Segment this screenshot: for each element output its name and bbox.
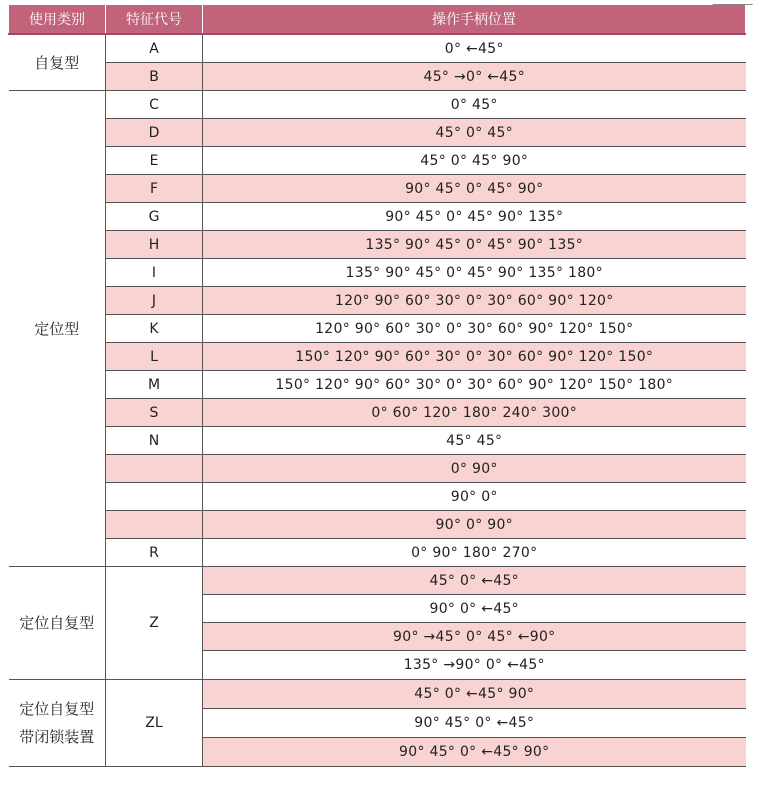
code-cell: R xyxy=(106,539,203,567)
table-row xyxy=(9,203,746,231)
category-cell: 自复型 xyxy=(9,34,106,91)
code-cell xyxy=(106,455,203,483)
positions-cell: 90° 45° 0° 45° 90° 135° xyxy=(203,203,746,231)
positions-cell: 150° 120° 90° 60° 30° 0° 30° 60° 90° 120° 150° 180° xyxy=(203,371,746,399)
positions-cell: 0° 90° xyxy=(203,455,746,483)
code-cell: B xyxy=(106,63,203,91)
code-cell xyxy=(106,511,203,539)
handle-position-table xyxy=(8,5,746,767)
table-row xyxy=(9,259,746,287)
table-row xyxy=(9,175,746,203)
category-cell xyxy=(9,680,106,767)
category-cell: 定位型 xyxy=(9,91,106,567)
header-category: 使用类别 xyxy=(9,5,106,34)
table-row xyxy=(9,119,746,147)
positions-cell: 90° 45° 0° ←45° 90° xyxy=(203,738,746,767)
table-row xyxy=(9,147,746,175)
table-row xyxy=(9,315,746,343)
table-row xyxy=(9,511,746,539)
table-row xyxy=(9,399,746,427)
positions-cell: 45° 0° ←45° xyxy=(203,567,746,595)
positions-cell: 90° 0° 90° xyxy=(203,511,746,539)
table-row xyxy=(9,34,746,63)
positions-cell: 0° ←45° xyxy=(203,34,746,63)
positions-cell: 120° 90° 60° 30° 0° 30° 60° 90° 120° 150° xyxy=(203,315,746,343)
code-cell: E xyxy=(106,147,203,175)
header-code: 特征代号 xyxy=(106,5,203,34)
category-cell: 定位自复型 xyxy=(9,567,106,680)
code-cell: M xyxy=(106,371,203,399)
code-cell: N xyxy=(106,427,203,455)
positions-cell: 90° 45° 0° ←45° xyxy=(203,709,746,738)
code-cell: H xyxy=(106,231,203,259)
positions-cell: 135° →90° 0° ←45° xyxy=(203,651,746,680)
table-row xyxy=(9,483,746,511)
header-positions: 操作手柄位置 xyxy=(203,5,746,34)
positions-cell: 135° 90° 45° 0° 45° 90° 135° xyxy=(203,231,746,259)
table-row xyxy=(9,427,746,455)
code-cell: A xyxy=(106,34,203,63)
table-row xyxy=(9,680,746,709)
positions-cell: 45° →0° ←45° xyxy=(203,63,746,91)
positions-cell: 45° 0° 45° xyxy=(203,119,746,147)
code-cell: Z xyxy=(106,567,203,680)
code-cell: C xyxy=(106,91,203,119)
table-row xyxy=(9,231,746,259)
header-row xyxy=(9,5,746,34)
category-line: 带闭锁装置 xyxy=(19,728,95,746)
code-cell: J xyxy=(106,287,203,315)
code-cell: ZL xyxy=(106,680,203,767)
positions-cell: 0° 45° xyxy=(203,91,746,119)
code-cell: F xyxy=(106,175,203,203)
table-row xyxy=(9,455,746,483)
positions-cell: 45° 0° ←45° 90° xyxy=(203,680,746,709)
positions-cell: 90° 45° 0° 45° 90° xyxy=(203,175,746,203)
positions-cell: 0° 60° 120° 180° 240° 300° xyxy=(203,399,746,427)
positions-cell: 45° 45° xyxy=(203,427,746,455)
positions-cell: 135° 90° 45° 0° 45° 90° 135° 180° xyxy=(203,259,746,287)
positions-cell: 150° 120° 90° 60° 30° 0° 30° 60° 90° 120° 150° xyxy=(203,343,746,371)
table-row xyxy=(9,91,746,119)
code-cell: G xyxy=(106,203,203,231)
table-row xyxy=(9,287,746,315)
positions-cell: 90° 0° ←45° xyxy=(203,595,746,623)
table-row xyxy=(9,343,746,371)
table-row xyxy=(9,539,746,567)
table-row xyxy=(9,371,746,399)
code-cell xyxy=(106,483,203,511)
code-cell: K xyxy=(106,315,203,343)
table-row xyxy=(9,567,746,595)
positions-cell: 0° 90° 180° 270° xyxy=(203,539,746,567)
table-row xyxy=(9,63,746,91)
positions-cell: 45° 0° 45° 90° xyxy=(203,147,746,175)
positions-cell: 90° →45° 0° 45° ←90° xyxy=(203,623,746,651)
code-cell: S xyxy=(106,399,203,427)
code-cell: D xyxy=(106,119,203,147)
code-cell: I xyxy=(106,259,203,287)
positions-cell: 120° 90° 60° 30° 0° 30° 60° 90° 120° xyxy=(203,287,746,315)
category-line: 定位自复型 xyxy=(19,700,95,718)
positions-cell: 90° 0° xyxy=(203,483,746,511)
code-cell: L xyxy=(106,343,203,371)
